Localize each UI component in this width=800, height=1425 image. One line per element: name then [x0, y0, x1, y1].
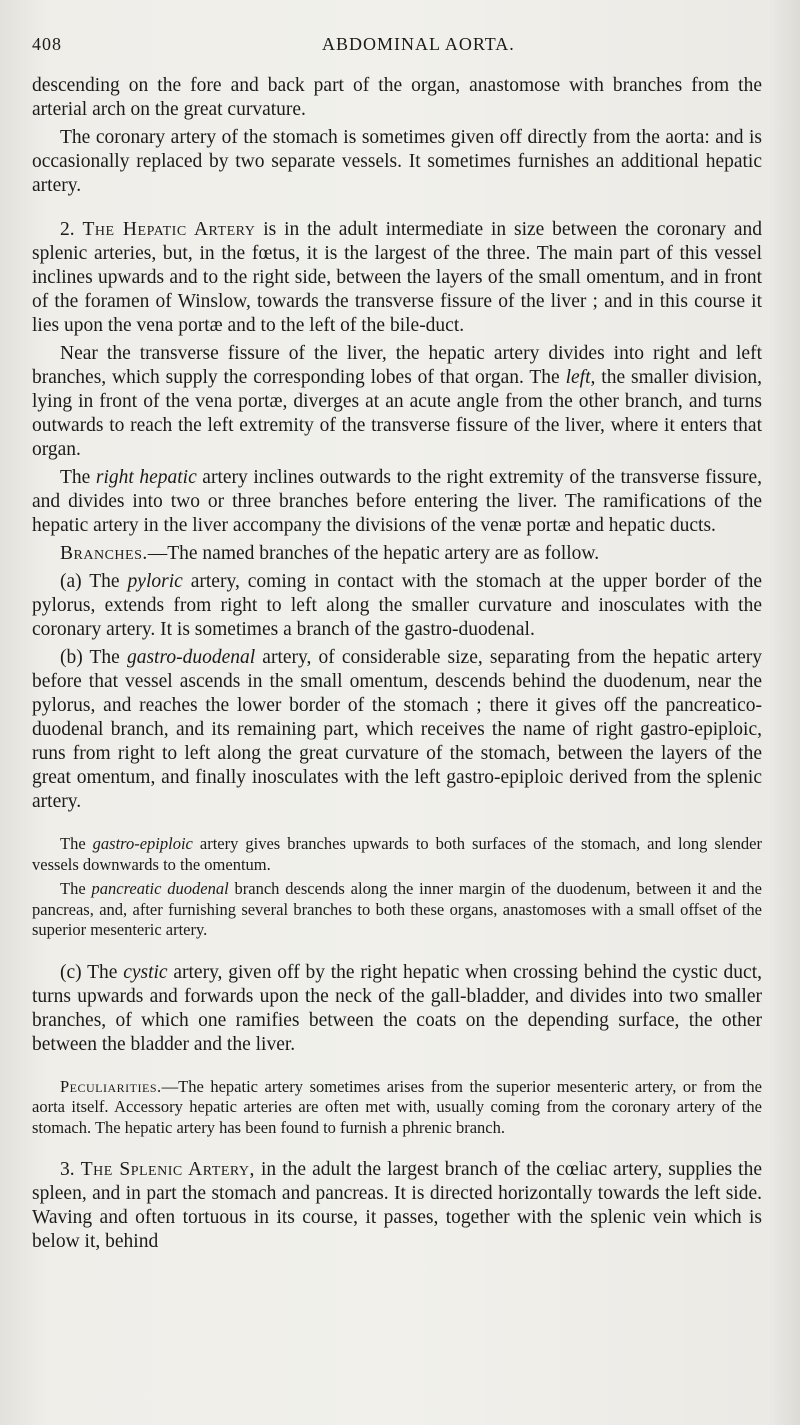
- section-number: 2.: [60, 219, 83, 240]
- page-header: [32, 34, 762, 74]
- running-head: ABDOMINAL AORTA.: [322, 34, 515, 54]
- section-heading-hepatic-artery: The Hepatic Artery: [82, 219, 256, 240]
- paragraph-right-hepatic: The right hepatic artery inclines outwards to the right extremity of the transverse fissure, and divides into two or three branches before entering the liver. The ramifications of the hepatic artery in the liver accompany the divisions of the venæ portæ and hepatic ducts.: [32, 467, 762, 536]
- paragraph-hepatic-divisions: Near the transverse fissure of the liver, the hepatic artery divides into right and left branches, which supply the corresponding lobes of that organ. The left, the smaller division, lying in front of the vena portæ, diverges at an acute angle from the other branch, and turns outwards to reach the left extremity of the transverse fissure of the liver, where it enters that organ.: [32, 343, 762, 460]
- section-heading-splenic-artery: The Splenic Artery,: [80, 1159, 255, 1180]
- paragraph-hepatic-artery: 2. The Hepatic Artery is in the adult intermediate in size between the coronary and splenic arteries, but, in the fœtus, it is the largest of the three. The main part of this vessel inclines upwards and to the right side, between the layers of the small omentum, and in front of the foramen of Winslow, towards the transverse fissure of the liver ; and in this course it lies upon the vena portæ and to the left of the bile-duct.: [32, 219, 763, 336]
- subheading-peculiarities: Peculiarities.: [60, 1076, 162, 1096]
- subheading-branches: Branches.: [60, 543, 148, 564]
- note-peculiarities: Peculiarities.—The hepatic artery sometimes arises from the superior mesenteric artery, or from the aorta itself. Accessory hepatic arteries are often met with, usually coming from the coronary artery of the stomach. The hepatic artery has been found to furnish a phrenic branch.: [32, 1076, 762, 1137]
- paragraph-cystic-artery: (c) The cystic artery, given off by the right hepatic when crossing behind the cystic duct, turns upwards and forwards upon the neck of the gall-bladder, and divides into two smaller branches, of which one ramifies between the coats on the depending surface, the other between the bladder and the liver.: [32, 961, 762, 1055]
- paragraph-pyloric-artery: (a) The pyloric artery, coming in contact with the stomach at the upper border of the pylorus, extends from right to left along the smaller curvature and inosculates with the coronary artery. It is sometimes a branch of the gastro-duodenal.: [32, 571, 762, 640]
- paragraph-continued: descending on the fore and back part of the organ, anastomose with branches from the arterial arch on the great curvature.: [32, 75, 762, 120]
- paragraph-branches-intro: Branches.—The named branches of the hepatic artery are as follow.: [60, 543, 600, 564]
- paragraph-splenic-artery: 3. The Splenic Artery, in the adult the largest branch of the cœliac artery, supplies the spleen, and in part the stomach and pancreas. It is directed horizontally towards the left side. Waving and often tortuous in its course, it passes, together with the splenic vein which is below it, behind: [32, 1159, 763, 1252]
- paragraph-coronary-note: The coronary artery of the stomach is sometimes given off directly from the aorta: and is occasionally replaced by two separate vessels. It sometimes furnishes an additional hepatic artery.: [32, 127, 762, 196]
- section-number: 3.: [60, 1159, 81, 1180]
- paragraph-gastro-duodenal-artery: (b) The gastro-duodenal artery, of considerable size, separating from the hepatic artery before that vessel ascends in the small omentum, descends behind the duodenum, near the pylorus, and reaches the lower border of the stomach ; there it gives off the pancreatico-duodenal branch, and its remaining part, which receives the name of right gastro-epiploic, runs from right to left along the great curvature of the stomach, between the layers of the great omentum, and finally inosculates with the left gastro-epiploic derived from the splenic artery.: [32, 647, 762, 812]
- page-number: 408: [32, 34, 62, 54]
- note-pancreatic-duodenal: The pancreatic duodenal branch descends along the inner margin of the duodenum, between it and the pancreas, and, after furnishing several branches to both these organs, anastomoses with a small offset of the superior mesenteric artery.: [32, 879, 763, 939]
- note-gastro-epiploic: The gastro-epiploic artery gives branches upwards to both surfaces of the stomach, and long slender vessels downwards to the omentum.: [32, 834, 762, 874]
